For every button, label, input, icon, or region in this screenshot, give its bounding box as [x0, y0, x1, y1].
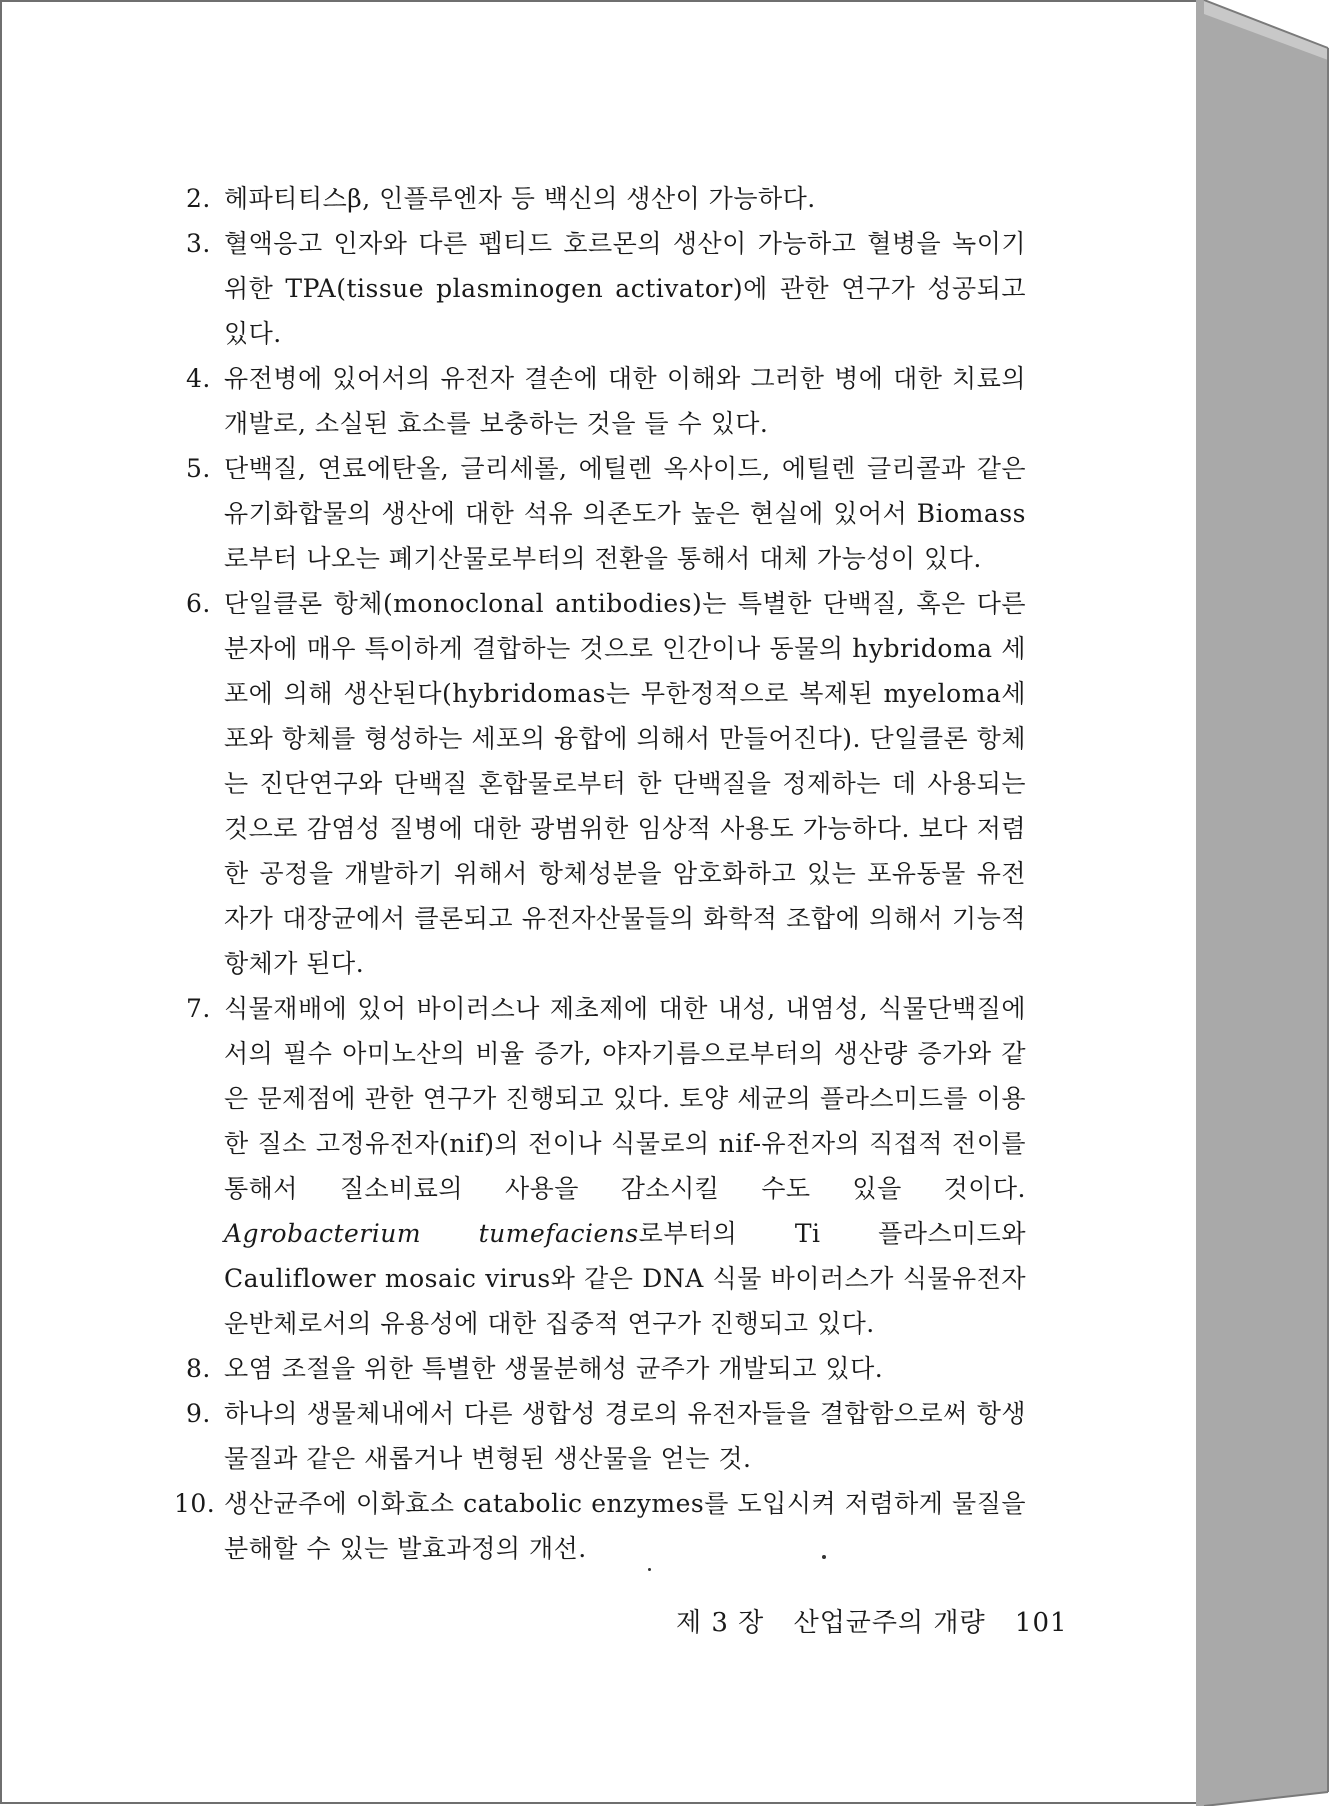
item-text: 혈액응고 인자와 다른 펩티드 호르몬의 생산이 가능하고 혈병을 녹이기 위한 TPA(tissue plasminogen activator)에 관한 연구가 성공되고 있다. — [224, 229, 1026, 348]
item-number: 6. — [186, 589, 211, 618]
item-number: 4. — [186, 364, 211, 393]
item-number: 9. — [186, 1399, 211, 1428]
item-text: 단일클론 항체(monoclonal antibodies)는 특별한 단백질, 혹은 다른 분자에 매우 특이하게 결합하는 것으로 인간이나 동물의 hybridoma 세포에 의해 생산된다(hybridomas는 무한정적으로 복제된 myeloma세포와 항체를 형성하는 세포의 융합에 의해서 만들어진다). 단일클론 항체는 진단연구와 단백질 혼합물로부터 한 단백질을 정제하는 데 사용되는 것으로 감염성 질병에 대한 광범위한 임상적 사용도 가능하다. 보다 저렴한 공정을 개발하기 위해서 항체성분을 암호화하고 있는 포유동물 유전자가 대장균에서 클론되고 유전자산물들의 화학적 조합에 의해서 기능적 항체가 된다. — [224, 589, 1026, 978]
list-item — [186, 1391, 1026, 1481]
page-footer — [676, 1602, 1088, 1639]
list-item — [186, 986, 1026, 1346]
list-item — [186, 221, 1026, 356]
item-text — [224, 986, 1026, 1346]
scan-speck — [822, 1555, 826, 1559]
book-edge-shading — [1196, 0, 1334, 1806]
list-item — [186, 581, 1026, 986]
item-text: 오염 조절을 위한 특별한 생물분해성 균주가 개발되고 있다. — [224, 1354, 884, 1383]
item-text: 단백질, 연료에탄올, 글리세롤, 에틸렌 옥사이드, 에틸렌 글리콜과 같은 유기화합물의 생산에 대한 석유 의존도가 높은 현실에 있어서 Biomass로부터 나오는 폐기산물로부터의 전환을 통해서 대체 가능성이 있다. — [224, 454, 1026, 573]
list-item — [174, 1481, 1026, 1571]
page-body — [174, 176, 1026, 1571]
item-number: 8. — [186, 1354, 211, 1383]
list-item — [186, 1346, 1026, 1391]
item-number: 10. — [174, 1489, 216, 1518]
item-text: 하나의 생물체내에서 다른 생합성 경로의 유전자들을 결합함으로써 항생물질과 같은 새롭거나 변형된 생산물을 얻는 것. — [224, 1399, 1026, 1473]
scan-speck — [648, 1568, 651, 1571]
item-number: 5. — [186, 454, 211, 483]
list-item — [186, 176, 1026, 221]
list-item — [186, 446, 1026, 581]
page-number: 101 — [1014, 1608, 1068, 1638]
item-number: 7. — [186, 994, 211, 1023]
item-text-part: 로부터의 Ti 플라스미드와 Cauliflower mosaic virus와 같은 DNA 식물 바이러스가 식물유전자 운반체로서의 유용성에 대한 집중적 연구가 진행되고 있다. — [224, 1219, 1026, 1338]
item-text: 헤파티티스β, 인플루엔자 등 백신의 생산이 가능하다. — [224, 184, 816, 213]
item-text: 유전병에 있어서의 유전자 결손에 대한 이해와 그러한 병에 대한 치료의 개발로, 소실된 효소를 보충하는 것을 들 수 있다. — [224, 364, 1026, 438]
item-text: 생산균주에 이화효소 catabolic enzymes를 도입시켜 저렴하게 물질을 분해할 수 있는 발효과정의 개선. — [224, 1489, 1026, 1563]
item-text-part: 식물재배에 있어 바이러스나 제초제에 대한 내성, 내염성, 식물단백질에서의 필수 아미노산의 비율 증가, 야자기름으로부터의 생산량 증가와 같은 문제점에 관한 연구가 진행되고 있다. 토양 세균의 플라스미드를 이용한 질소 고정유전자(nif)의 전이나 식물로의 nif-유전자의 직접적 전이를 통해서 질소비료의 사용을 감소시킬 수도 있을 것이다. — [224, 994, 1026, 1203]
footer-chapter: 제 3 장 — [676, 1608, 765, 1638]
item-number: 3. — [186, 229, 211, 258]
list-item — [186, 356, 1026, 446]
species-name: Agrobacterium tumefaciens — [224, 1219, 639, 1248]
item-number: 2. — [186, 184, 211, 213]
footer-title: 산업균주의 개량 — [793, 1608, 986, 1638]
